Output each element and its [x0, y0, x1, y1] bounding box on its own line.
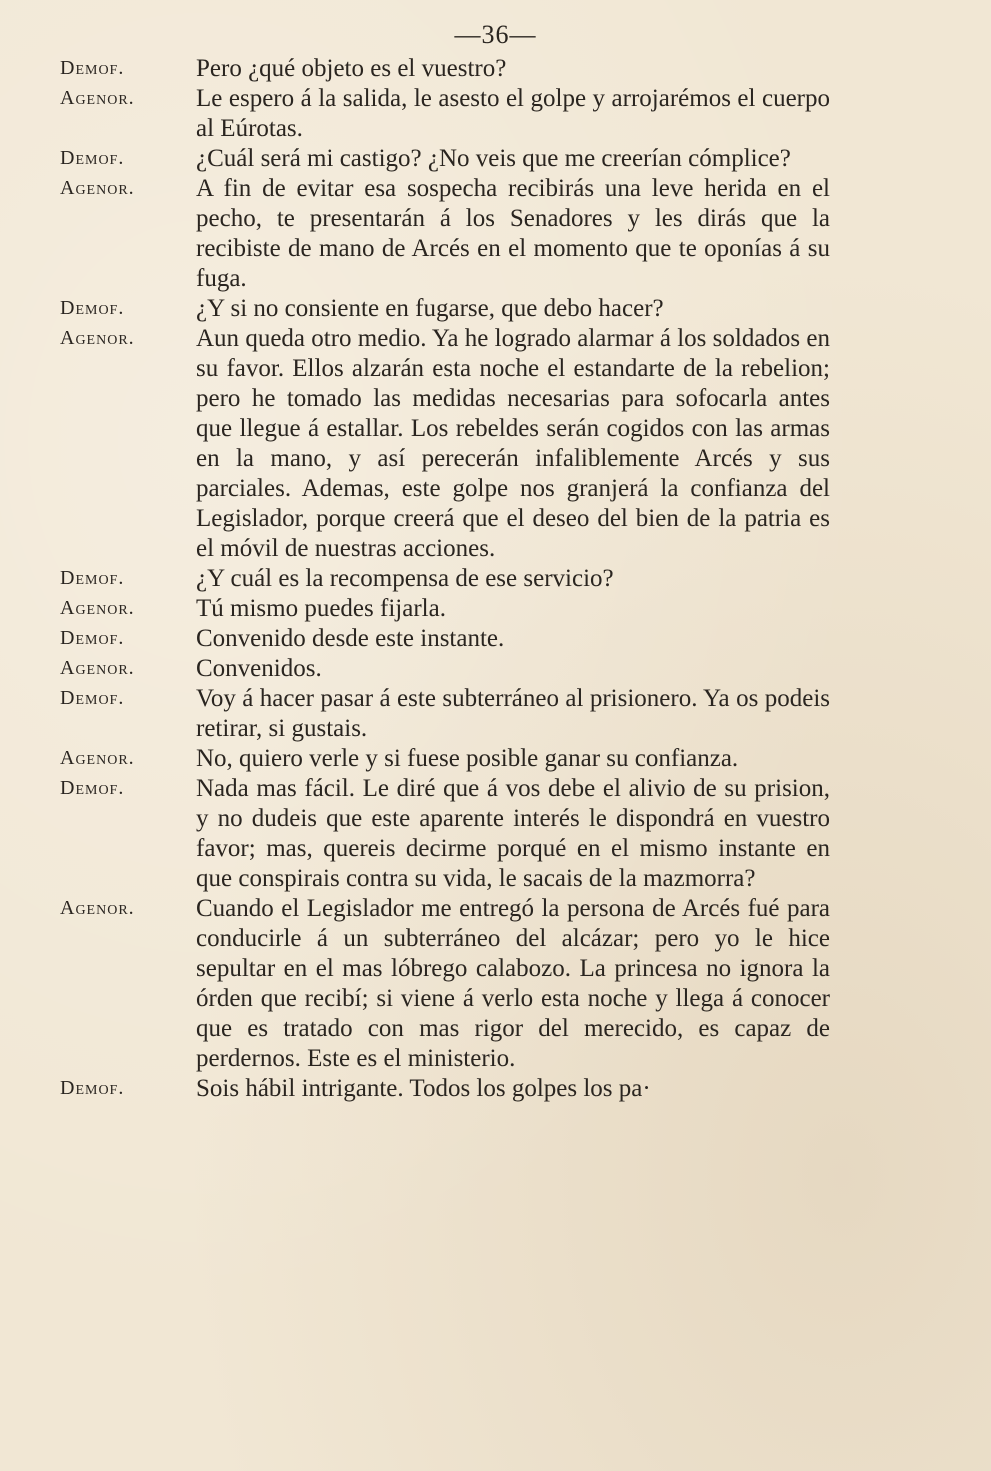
speaker-name: Demof. — [60, 57, 125, 79]
speaker-name: Agenor. — [60, 597, 135, 619]
speech-text: ¿Cuál será mi castigo? ¿No veis que me creerían cómplice? — [196, 145, 791, 172]
page-number: —36— — [454, 20, 537, 49]
dialogue-entry — [40, 654, 830, 684]
dialogue-entry — [40, 744, 830, 774]
speech-text: Cuando el Legislador me entregó la persona de Arcés fué para conducirle á un subterráneo del alcázar; pero yo le hice sepultar en el mas lóbrego calabozo. La princesa no ignora la órden que recibí; si viene á verlo esta noche y llega á conocer que es tratado con mas rigor del merecido, es capaz de perdernos. Este es el ministerio. — [196, 895, 830, 1072]
speaker-name: Agenor. — [60, 177, 135, 199]
speech-text: ¿Y cuál es la recompensa de ese servicio? — [196, 565, 614, 592]
speaker-name: Agenor. — [60, 657, 135, 679]
dialogue — [40, 54, 830, 1104]
speaker-name: Demof. — [60, 627, 125, 649]
speech-text: Aun queda otro medio. Ya he logrado alarmar á los soldados en su favor. Ellos alzarán esta noche el estandarte de la rebelion; pero he tomado las medidas necesarias para sofocarla antes que llegue á estallar. Los rebeldes serán cogidos con las armas en la mano, y así perecerán infaliblemente Arcés y sus parciales. Ademas, este golpe nos granjerá la confianza del Legislador, porque creerá que el deseo del bien de la patria es el móvil de nuestras acciones. — [196, 325, 830, 562]
speech-text: Le espero á la salida, le asesto el golpe y arrojarémos el cuerpo al Eúrotas. — [196, 85, 830, 142]
speaker-name: Agenor. — [60, 87, 135, 109]
speech-text: Tú mismo puedes fijarla. — [196, 595, 446, 622]
dialogue-entry — [40, 1074, 830, 1104]
speaker-name: Demof. — [60, 147, 125, 169]
speech-text: Pero ¿qué objeto es el vuestro? — [196, 55, 507, 82]
speaker-name: Agenor. — [60, 747, 135, 769]
speaker-name: Demof. — [60, 297, 125, 319]
dialogue-entry — [40, 684, 830, 744]
dialogue-entry — [40, 294, 830, 324]
speaker-name: Demof. — [60, 567, 125, 589]
dialogue-entry — [40, 54, 830, 84]
speaker-name: Agenor. — [60, 897, 135, 919]
speech-text: A fin de evitar esa sospecha recibirás una leve herida en el pecho, te presentarán á los Senadores y les dirás que la recibiste de mano de Arcés en el momento que te oponías á su fuga. — [196, 175, 830, 292]
speaker-name: Demof. — [60, 1077, 125, 1099]
speech-text: Voy á hacer pasar á este subterráneo al prisionero. Ya os podeis retirar, si gustais. — [196, 685, 830, 742]
speech-text: No, quiero verle y si fuese posible ganar su confianza. — [196, 745, 739, 772]
speaker-name: Agenor. — [60, 327, 135, 349]
speech-text: Convenidos. — [196, 655, 322, 682]
speaker-name: Demof. — [60, 777, 125, 799]
speech-text: Sois hábil intrigante. Todos los golpes los pa· — [196, 1075, 651, 1102]
speech-text: Convenido desde este instante. — [196, 625, 505, 652]
dialogue-entry — [40, 624, 830, 654]
dialogue-entry — [40, 174, 830, 294]
dialogue-entry — [40, 774, 830, 894]
dialogue-entry — [40, 144, 830, 174]
speaker-name: Demof. — [60, 687, 125, 709]
dialogue-entry — [40, 324, 830, 564]
dialogue-entry — [40, 594, 830, 624]
dialogue-entry — [40, 894, 830, 1074]
speech-text: Nada mas fácil. Le diré que á vos debe el alivio de su prision, y no dudeis que este aparente interés le dispondrá en vuestro favor; mas, quereis decirme porqué en el mismo instante en que conspirais contra su vida, le sacais de la mazmorra? — [196, 775, 830, 892]
speech-text: ¿Y si no consiente en fugarse, que debo hacer? — [196, 295, 664, 322]
dialogue-entry — [40, 84, 830, 144]
dialogue-entry — [40, 564, 830, 594]
